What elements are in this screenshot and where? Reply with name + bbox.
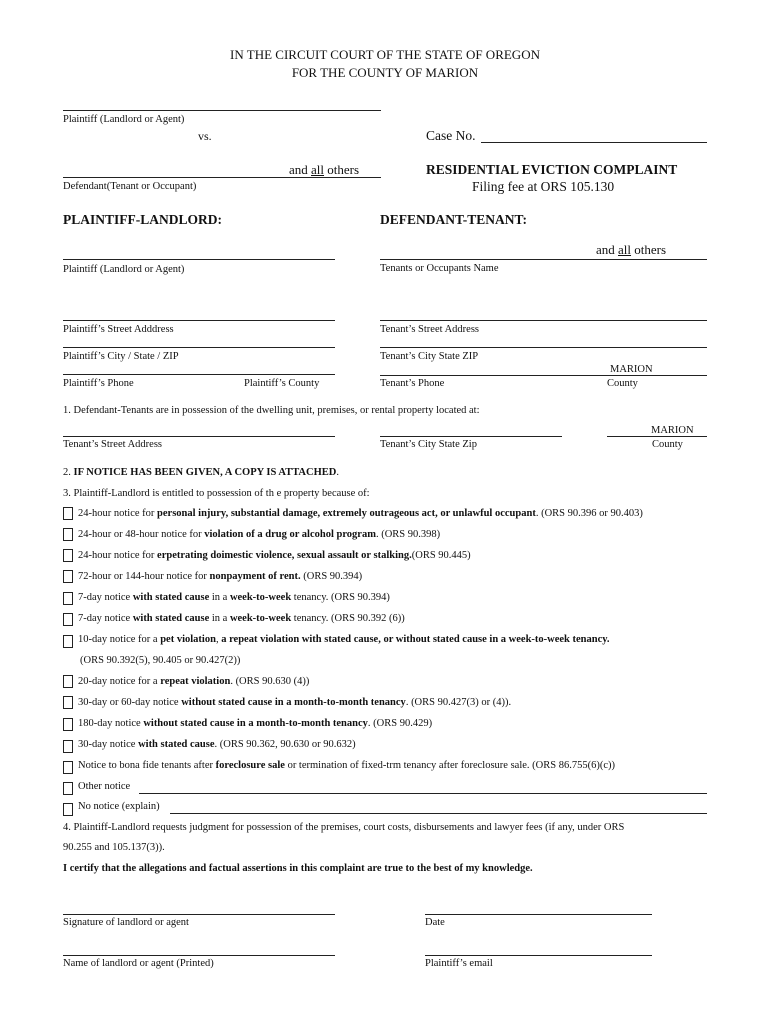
- section-4-line-1: 4. Plaintiff-Landlord requests judgment for possession of the premises, court costs, disbursements and lawyer fees (if any, under ORS: [63, 822, 625, 833]
- no-notice-explain-line[interactable]: [170, 813, 707, 814]
- property-street-line[interactable]: [63, 436, 335, 437]
- email-label: Plaintiff’s email: [425, 958, 493, 969]
- notice-checkbox[interactable]: [63, 696, 73, 709]
- section-1-county-value: MARION: [651, 425, 694, 436]
- plaintiff-name-label: Plaintiff (Landlord or Agent): [63, 264, 185, 275]
- printed-name-label: Name of landlord or agent (Printed): [63, 958, 214, 969]
- tenant-city-line[interactable]: [380, 347, 707, 348]
- property-street-label: Tenant’s Street Address: [63, 439, 162, 450]
- notice-option-label: 30-day notice with stated cause. (ORS 90.362, 90.630 or 90.632): [78, 739, 356, 750]
- certification-statement: I certify that the allegations and factual assertions in this complaint are true to the best of my knowledge.: [63, 863, 533, 874]
- tenant-county-value: MARION: [610, 364, 653, 375]
- plaintiff-street-line[interactable]: [63, 320, 335, 321]
- notice-checkbox[interactable]: [63, 528, 73, 541]
- section-1-text: 1. Defendant-Tenants are in possession of the dwelling unit, premises, or rental property located at:: [63, 405, 480, 416]
- notice-checkbox[interactable]: [63, 803, 73, 816]
- notice-checkbox[interactable]: [63, 570, 73, 583]
- section-4-line-2: 90.255 and 105.137(3)).: [63, 842, 165, 853]
- notice-checkbox[interactable]: [63, 635, 73, 648]
- tenant-phone-line[interactable]: [380, 375, 707, 376]
- notice-checkbox[interactable]: [63, 613, 73, 626]
- and-all-others-caption: and all others: [289, 162, 360, 177]
- court-title: IN THE CIRCUIT COURT OF THE STATE OF OREGON: [230, 47, 540, 62]
- notice-option-label: 20-day notice for a repeat violation. (ORS 90.630 (4)): [78, 676, 310, 687]
- plaintiff-landlord-heading: PLAINTIFF-LANDLORD:: [63, 212, 223, 227]
- tenant-street-line[interactable]: [380, 320, 707, 321]
- filing-fee: Filing fee at ORS 105.130: [472, 179, 615, 194]
- notice-option-label: No notice (explain): [78, 801, 160, 812]
- date-line[interactable]: [425, 914, 652, 915]
- signature-label: Signature of landlord or agent: [63, 917, 189, 928]
- defendant-caption-label: Defendant(Tenant or Occupant): [63, 181, 197, 192]
- notice-checkbox[interactable]: [63, 718, 73, 731]
- plaintiff-caption-line[interactable]: [63, 110, 381, 111]
- and-all-others-tenant: and all others: [596, 242, 667, 257]
- printed-name-line[interactable]: [63, 955, 335, 956]
- notice-option-label: 72-hour or 144-hour notice for nonpayment of rent. (ORS 90.394): [78, 571, 363, 582]
- plaintiff-city-line[interactable]: [63, 347, 335, 348]
- notice-option-label: 10-day notice for a pet violation, a repeat violation with stated cause, or without stated cause in a week-to-week tenancy.: [78, 634, 610, 645]
- notice-checkbox[interactable]: [63, 761, 73, 774]
- notice-option-label: Notice to bona fide tenants after foreclosure sale or termination of fixed-trm tenancy after foreclosure sale. (ORS 86.755(6)(c)): [78, 760, 615, 771]
- notice-option-label: 7-day notice with stated cause in a week-to-week tenancy. (ORS 90.394): [78, 592, 390, 603]
- notice-checkbox[interactable]: [63, 549, 73, 562]
- tenant-phone-label: Tenant’s Phone: [380, 378, 445, 389]
- plaintiff-county-label: Plaintiff’s County: [244, 378, 320, 389]
- county-title: FOR THE COUNTY OF MARION: [291, 65, 479, 80]
- plaintiff-city-label: Plaintiff’s City / State / ZIP: [63, 351, 179, 362]
- plaintiff-phone-line[interactable]: [63, 374, 335, 375]
- notice-option-label: 30-day or 60-day notice without stated cause in a month-to-month tenancy. (ORS 90.427(3) or (4)).: [78, 697, 512, 708]
- tenant-county-label: County: [607, 378, 638, 389]
- email-line[interactable]: [425, 955, 652, 956]
- property-county-label: County: [652, 439, 683, 450]
- tenant-city-label: Tenant’s City State ZIP: [380, 351, 479, 362]
- property-city-line[interactable]: [380, 436, 562, 437]
- notice-10-day-continuation: (ORS 90.392(5), 90.405 or 90.427(2)): [80, 655, 241, 666]
- plaintiff-name-line[interactable]: [63, 259, 335, 260]
- vs-text: vs.: [198, 129, 212, 143]
- tenant-street-label: Tenant’s Street Address: [380, 324, 479, 335]
- plaintiff-phone-label: Plaintiff’s Phone: [63, 378, 134, 389]
- notice-option-label: 180-day notice without stated cause in a month-to-month tenancy. (ORS 90.429): [78, 718, 433, 729]
- section-2: 2. IF NOTICE HAS BEEN GIVEN, A COPY IS ATTACHED.: [63, 467, 339, 478]
- notice-option-label: Other notice: [78, 781, 131, 792]
- property-city-label: Tenant’s City State Zip: [380, 439, 477, 450]
- other-notice-line[interactable]: [139, 793, 707, 794]
- notice-checkbox[interactable]: [63, 675, 73, 688]
- section-3-text: 3. Plaintiff-Landlord is entitled to possession of th e property because of:: [63, 488, 370, 499]
- signature-line[interactable]: [63, 914, 335, 915]
- complaint-title: RESIDENTIAL EVICTION COMPLAINT: [426, 162, 678, 177]
- plaintiff-street-label: Plaintiff’s Street Adddress: [63, 324, 174, 335]
- plaintiff-caption-label: Plaintiff (Landlord or Agent): [63, 114, 185, 125]
- notice-option-label: 24-hour or 48-hour notice for violation of a drug or alcohol program. (ORS 90.398): [78, 529, 441, 540]
- case-no-label: Case No.: [426, 128, 476, 143]
- notice-option-label: 24-hour notice for personal injury, substantial damage, extremely outrageous act, or unlawful occupant. (ORS 90.396 or 90.403): [78, 508, 643, 519]
- notice-option-label: 7-day notice with stated cause in a week-to-week tenancy. (ORS 90.392 (6)): [78, 613, 405, 624]
- notice-checkbox[interactable]: [63, 740, 73, 753]
- notice-checkbox[interactable]: [63, 507, 73, 520]
- notice-option-label: 24-hour notice for erpetrating doimestic violence, sexual assault or stalking.(ORS 90.445): [78, 550, 471, 561]
- defendant-tenant-heading: DEFENDANT-TENANT:: [380, 212, 528, 227]
- property-county-line[interactable]: [607, 436, 707, 437]
- notice-checkbox[interactable]: [63, 782, 73, 795]
- notice-checkbox[interactable]: [63, 592, 73, 605]
- tenants-name-label: Tenants or Occupants Name: [380, 263, 499, 274]
- case-no-line[interactable]: [481, 142, 707, 143]
- tenant-name-line[interactable]: [380, 259, 707, 260]
- date-label: Date: [425, 917, 445, 928]
